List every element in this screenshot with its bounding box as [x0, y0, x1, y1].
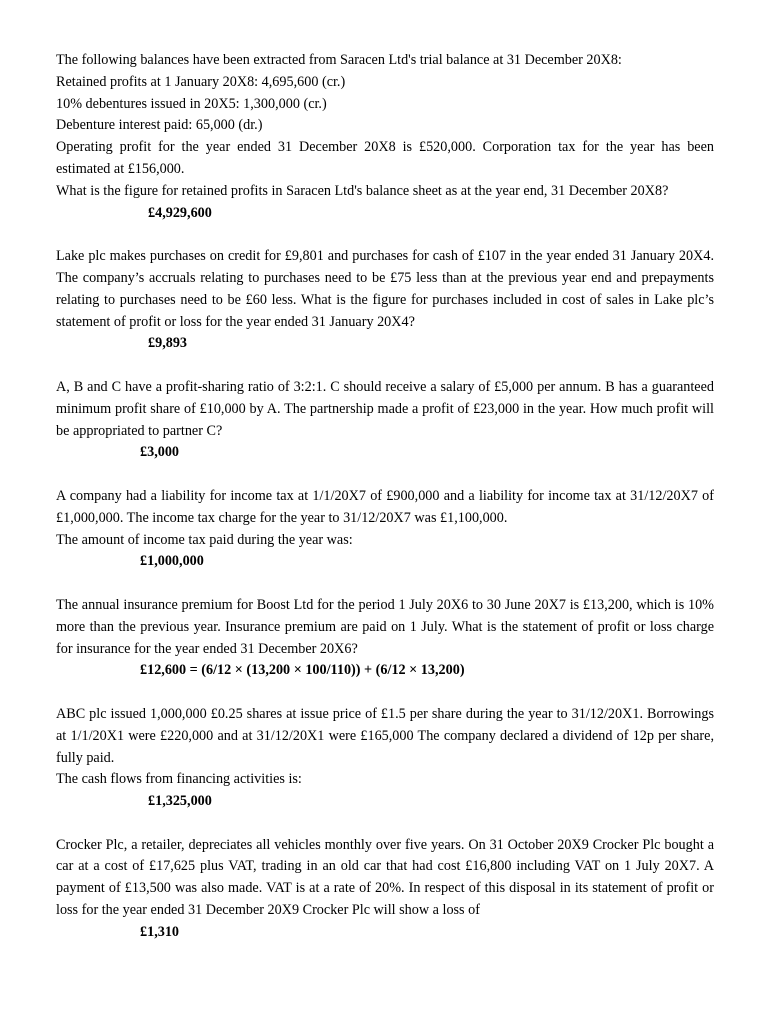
- answer: £1,310: [140, 923, 180, 940]
- question-text-line: Retained profits at 1 January 20X8: 4,695,600 (cr.): [56, 73, 346, 90]
- question-paragraph: A, B and C have a profit-sharing ratio of 3:2:1. C should receive a salary of £5,000 per annum. B has a guaranteed minimum profit share of £10,000 by A. The partnership made a profit of £23,000 in the year. How much profit will be appropriated to partner C?: [56, 378, 714, 439]
- question-paragraph: The annual insurance premium for Boost Ltd for the period 1 July 20X6 to 30 June 20X7 is £13,200, which is 10% more than the previous year. Insurance premium are paid on 1 July. What is the statement of profit or loss charge for insurance for the year ended 31 December 20X6?: [56, 596, 714, 657]
- question-paragraph: Operating profit for the year ended 31 December 20X8 is £520,000. Corporation tax for the year has been estimated at £156,000.: [56, 139, 714, 177]
- document-page: [56, 50, 714, 965]
- question-paragraph: What is the figure for retained profits in Saracen Ltd's balance sheet as at the year end, 31 December 20X8?: [56, 182, 669, 199]
- answer: £12,600 = (6/12 × (13,200 × 100/110)) + (6/12 × 13,200): [140, 662, 465, 679]
- question-saracen: [56, 50, 714, 224]
- question-paragraph: A company had a liability for income tax at 1/1/20X7 of £900,000 and a liability for income tax at 31/12/20X7 of £1,000,000. The income tax charge for the year to 31/12/20X7 was £1,100,000.: [56, 487, 714, 526]
- answer: £1,000,000: [140, 553, 204, 570]
- question-partnership: [56, 377, 714, 464]
- question-income-tax: [56, 486, 714, 573]
- answer: £9,893: [148, 335, 188, 352]
- question-paragraph: Lake plc makes purchases on credit for £9,801 and purchases for cash of £107 in the year ended 31 January 20X4. The company’s accruals relating to purchases need to be £75 less than at the previous year end and prepayments relating to purchases need to be £60 less. What is the figure for purchases included in cost of sales in Lake plc’s statement of profit or loss for the year ended 31 January 20X4?: [56, 248, 714, 330]
- question-insurance: [56, 595, 714, 682]
- question-paragraph: The amount of income tax paid during the year was:: [56, 531, 353, 548]
- question-text-line: 10% debentures issued in 20X5: 1,300,000 (cr.): [56, 95, 327, 112]
- question-paragraph: Crocker Plc, a retailer, depreciates all vehicles monthly over five years. On 31 October 20X9 Crocker Plc bought a car at a cost of £17,625 plus VAT, trading in an old car that had cost £16,800 including VAT on 1 July 20X7. A payment of £13,500 was also made. VAT is at a rate of 20%. In respect of this disposal in its statement of profit or loss for the year ended 31 December 20X9 Crocker Plc will show a loss of: [56, 836, 714, 919]
- question-text-line: Debenture interest paid: 65,000 (dr.): [56, 117, 263, 134]
- answer: £1,325,000: [148, 793, 212, 810]
- answer: £3,000: [140, 444, 180, 461]
- answer: £4,929,600: [148, 204, 212, 221]
- question-paragraph: ABC plc issued 1,000,000 £0.25 shares at issue price of £1.5 per share during the year to 31/12/20X1. Borrowings at 1/1/20X1 were £220,000 and at 31/12/20X1 were £165,000 The company declared a dividend of 12p per share, fully paid.: [56, 705, 714, 766]
- question-lake: [56, 246, 714, 355]
- question-text-line: The following balances have been extracted from Saracen Ltd's trial balance at 31 December 20X8:: [56, 52, 622, 68]
- question-cash-flows: [56, 704, 714, 813]
- question-crocker: [56, 835, 714, 944]
- question-paragraph: The cash flows from financing activities is:: [56, 771, 302, 788]
